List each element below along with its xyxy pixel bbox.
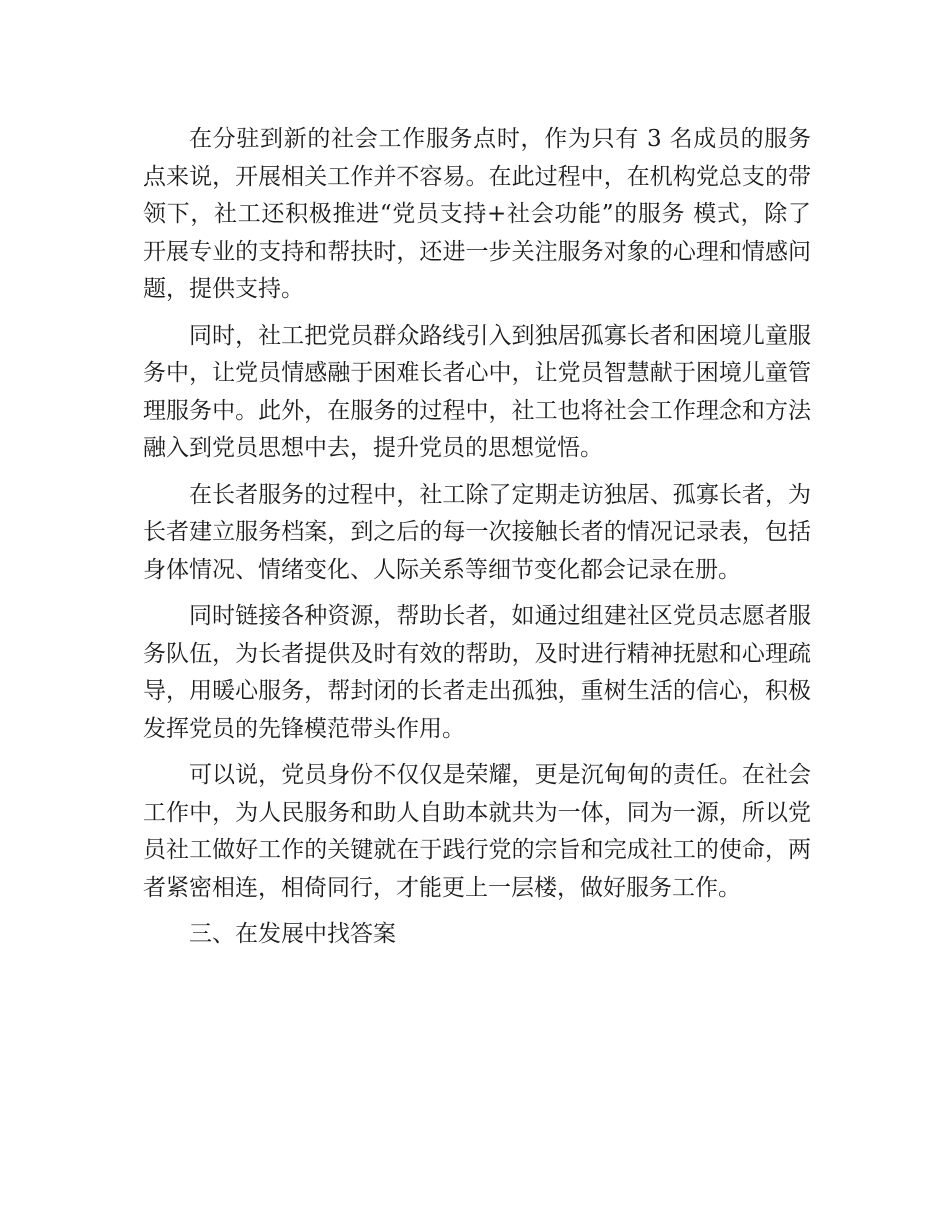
paragraph-2: 同时，社工把党员群众路线引入到独居孤寡长者和困境儿童服务中，让党员情感融于困难长者心中，让党员智慧献于困境儿童管理服务中。此外，在服务的过程中，社工也将社会工作理念和方法融入到党员思想中去，提升党员的思想觉悟。 [143, 322, 811, 461]
document-body [143, 121, 811, 954]
paragraph-5: 可以说，党员身份不仅仅是荣耀，更是沉甸甸的责任。在社会工作中，为人民服务和助人自助本就共为一体，同为一源，所以党员社工做好工作的关键就在于践行党的宗旨和完成社工的使命，两者紧密相连，相倚同行，才能更上一层楼，做好服务工作。 [143, 762, 811, 901]
section-heading: 三、在发展中找答案 [189, 921, 396, 947]
paragraph-1: 在分驻到新的社会工作服务点时，作为只有 3 名成员的服务点来说，开展相关工作并不容易。在此过程中，在机构党总支的带领下，社工还积极推进“党员支持+社会功能”的服务 模式，除了开展专业的支持和帮扶时，还进一步关注服务对象的心理和情感问题，提供支持。 [143, 126, 811, 302]
paragraph-4: 同时链接各种资源，帮助长者，如通过组建社区党员志愿者服务队伍，为长者提供及时有效的帮助，及时进行精神抚慰和心理疏导，用暖心服务，帮封闭的长者走出孤独，重树生活的信心，积极发挥党员的先锋模范带头作用。 [143, 603, 811, 742]
paragraph-3: 在长者服务的过程中，社工除了定期走访独居、孤寡长者，为长者建立服务档案，到之后的每一次接触长者的情况记录表，包括身体情况、情绪变化、人际关系等细节变化都会记录在册。 [143, 481, 811, 583]
